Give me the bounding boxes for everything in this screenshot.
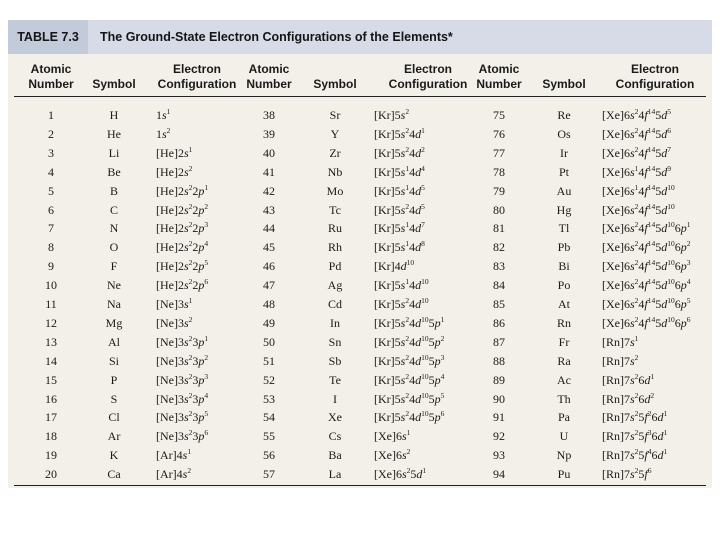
- element-symbol-cell: Po: [557, 278, 571, 293]
- atomic-number-cell: 91: [493, 410, 505, 425]
- electron-configuration-cell: $[Kr]5s^24d^{10}5p^5$: [374, 390, 445, 406]
- element-symbol-cell: He: [107, 126, 121, 141]
- atomic-number-cell: 45: [263, 240, 275, 255]
- electron-configuration-cell: $[He]2s^22p^3$: [156, 220, 209, 236]
- atomic-number-cell: 8: [48, 240, 54, 255]
- atomic-number-cell: 92: [493, 429, 505, 444]
- element-symbol-cell: Ag: [327, 278, 343, 293]
- atomic-number-cell: 20: [45, 467, 57, 482]
- header-atomic-number: Atomic Number: [246, 62, 292, 91]
- table-row: [8, 257, 712, 275]
- electron-configuration-cell: $[Kr]5s^14d^4$: [374, 163, 425, 179]
- electron-configuration-cell: $[Kr]5s^14d^{10}$: [374, 277, 429, 293]
- atomic-number-cell: 49: [263, 315, 275, 330]
- element-symbol-cell: Cl: [108, 410, 120, 425]
- element-symbol-cell: K: [109, 448, 119, 463]
- element-symbol-cell: H: [109, 108, 119, 122]
- header-atomic-number: Atomic Number: [476, 62, 522, 91]
- element-symbol-cell: Xe: [328, 410, 342, 425]
- electron-configuration-cell: $[Rn]7s^25f^6$: [602, 466, 652, 482]
- electron-configuration-cell: $[He]2s^2$: [156, 163, 193, 179]
- electron-configuration-cell: $[Ne]3s^23p^1$: [156, 333, 209, 349]
- electron-configuration-cell: $[He]2s^1$: [156, 144, 193, 160]
- atomic-number-cell: 13: [45, 334, 57, 349]
- element-symbol-cell: La: [328, 467, 342, 482]
- atomic-number-cell: 11: [45, 297, 57, 311]
- element-symbol-cell: Si: [108, 353, 119, 368]
- atomic-number-cell: 89: [493, 372, 505, 387]
- table-row: [8, 295, 712, 313]
- element-symbol-cell: Nb: [327, 164, 343, 179]
- atomic-number-cell: 54: [263, 410, 275, 425]
- atomic-number-cell: 7: [48, 221, 54, 236]
- electron-configuration-cell: $[Xe]6s^14f^{14}5d^9$: [602, 163, 671, 179]
- element-symbol-cell: Cd: [327, 297, 342, 311]
- electron-configuration-cell: $[He]2s^22p^2$: [156, 201, 209, 217]
- element-symbol-cell: Sn: [328, 334, 342, 349]
- electron-configuration-cell: $[Xe]6s^24f^{14}5d^6$: [602, 125, 671, 141]
- atomic-number-cell: 82: [493, 240, 505, 255]
- electron-configuration-cell: $[Xe]6s^24f^{14}5d^{10}6p^4$: [602, 277, 691, 293]
- table-row: [8, 276, 712, 294]
- atomic-number-cell: 83: [493, 259, 505, 274]
- electron-configuration-cell: $[Rn]7s^25f^26d^1$: [602, 409, 668, 425]
- element-symbol-cell: S: [110, 391, 118, 406]
- element-symbol-cell: Ru: [327, 221, 342, 236]
- element-symbol-cell: Np: [556, 448, 572, 463]
- element-symbol-cell: Th: [557, 391, 571, 406]
- electron-configuration-cell: $[Kr]5s^14d^8$: [374, 239, 425, 255]
- element-symbol-cell: Pd: [328, 259, 342, 274]
- electron-configuration-cell: $[Kr]5s^2$: [374, 107, 410, 122]
- electron-configuration-cell: $1s^2$: [156, 125, 171, 141]
- element-symbol-cell: C: [109, 202, 118, 217]
- electron-configuration-cell: $[Kr]5s^24d^{10}$: [374, 296, 429, 311]
- table-row: [8, 427, 712, 445]
- electron-configuration-cell: $[Ne]3s^2$: [156, 314, 193, 330]
- electron-configuration-cell: $[He]2s^22p^4$: [156, 239, 209, 255]
- element-symbol-cell: Pt: [558, 164, 569, 179]
- electron-configuration-cell: $[Kr]5s^14d^7$: [374, 220, 425, 236]
- header-electron-configuration: Electron Configuration: [615, 62, 695, 91]
- atomic-number-cell: 17: [45, 410, 57, 425]
- atomic-number-cell: 77: [493, 145, 505, 160]
- electron-configuration-cell: $[Xe]6s^2$: [374, 447, 411, 463]
- atomic-number-cell: 90: [493, 391, 505, 406]
- electron-configuration-cell: $[Xe]6s^24f^{14}5d^5$: [602, 107, 671, 122]
- table-row: [8, 465, 712, 483]
- element-symbol-cell: F: [110, 259, 118, 274]
- electron-configuration-cell: $[Xe]6s^1$: [374, 428, 411, 444]
- atomic-number-cell: 43: [263, 202, 275, 217]
- atomic-number-cell: 81: [493, 221, 505, 236]
- element-symbol-cell: Y: [330, 126, 340, 141]
- table-row: [8, 333, 712, 351]
- electron-configuration-cell: $[Xe]6s^24f^{14}5d^{10}6p^2$: [602, 239, 691, 255]
- element-symbol-cell: U: [559, 429, 569, 444]
- element-symbol-cell: Mg: [105, 315, 123, 330]
- element-symbol-cell: P: [110, 372, 118, 387]
- element-symbol-cell: Tl: [558, 221, 570, 236]
- electron-configuration-cell: $[Kr]5s^24d^{10}5p^2$: [374, 333, 445, 349]
- atomic-number-cell: 10: [45, 278, 57, 293]
- table-row: [8, 106, 712, 124]
- element-symbol-cell: Be: [107, 164, 121, 179]
- atomic-number-cell: 78: [493, 164, 505, 179]
- atomic-number-cell: 53: [263, 391, 275, 406]
- electron-configuration-cell: $[Kr]5s^24d^1$: [374, 125, 425, 141]
- table-row: [8, 352, 712, 370]
- element-symbol-cell: Li: [108, 145, 120, 160]
- electron-configuration-cell: $[Ne]3s^23p^4$: [156, 390, 209, 406]
- element-symbol-cell: Sr: [329, 108, 341, 122]
- atomic-number-cell: 57: [263, 467, 275, 482]
- atomic-number-cell: 42: [263, 183, 275, 198]
- table-row: [8, 314, 712, 332]
- element-symbol-cell: Os: [557, 126, 571, 141]
- electron-configuration-cell: $[Xe]6s^24f^{14}5d^{10}$: [602, 201, 675, 217]
- atomic-number-cell: 75: [493, 108, 505, 122]
- atomic-number-cell: 6: [48, 202, 54, 217]
- atomic-number-cell: 56: [263, 448, 275, 463]
- electron-configuration-cell: $[Kr]5s^24d^{10}5p^1$: [374, 314, 445, 330]
- element-symbol-cell: Rn: [556, 315, 571, 330]
- electron-configuration-cell: $[Rn]7s^25f^46d^1$: [602, 447, 668, 463]
- element-symbol-cell: Tc: [329, 202, 341, 217]
- header-symbol: Symbol: [92, 77, 136, 91]
- atomic-number-cell: 16: [45, 391, 57, 406]
- table-header-bar: [8, 20, 712, 54]
- electron-configuration-cell: $[Kr]5s^24d^{10}5p^4$: [374, 371, 445, 387]
- table-row: [8, 125, 712, 143]
- electron-configuration-cell: $[Kr]5s^24d^{10}5p^6$: [374, 409, 445, 425]
- table-row: [8, 144, 712, 162]
- atomic-number-cell: 88: [493, 353, 505, 368]
- atomic-number-cell: 44: [263, 221, 275, 236]
- table-row: [8, 182, 712, 200]
- header-electron-configuration: Electron Configuration: [157, 62, 237, 91]
- electron-configuration-cell: $[Kr]5s^24d^{10}5p^3$: [374, 352, 445, 368]
- electron-configuration-cell: $1s^1$: [156, 107, 171, 122]
- element-symbol-cell: In: [330, 315, 340, 330]
- element-symbol-cell: Hg: [556, 202, 572, 217]
- electron-configuration-cell: $[Ar]4s^2$: [156, 466, 192, 482]
- electron-configuration-cell: $[Rn]7s^25f^36d^1$: [602, 428, 668, 444]
- atomic-number-cell: 46: [263, 259, 275, 274]
- table-row: [8, 408, 712, 426]
- element-symbol-cell: Ra: [557, 353, 571, 368]
- atomic-number-cell: 47: [263, 278, 275, 293]
- electron-configuration-cell: $[He]2s^22p^6$: [156, 277, 209, 293]
- atomic-number-cell: 14: [45, 353, 57, 368]
- header-symbol: Symbol: [542, 77, 586, 91]
- atomic-number-cell: 15: [45, 372, 57, 387]
- atomic-number-cell: 39: [263, 126, 275, 141]
- element-symbol-cell: Ir: [560, 145, 568, 160]
- electron-configuration-cell: $[Kr]4d^{10}$: [374, 258, 415, 274]
- element-symbol-cell: Pb: [557, 240, 571, 255]
- element-symbol-cell: Mo: [326, 183, 344, 198]
- electron-configuration-cell: $[Ne]3s^1$: [156, 296, 193, 311]
- atomic-number-cell: 93: [493, 448, 505, 463]
- electron-configuration-cell: $[Xe]6s^24f^{14}5d^{10}6p^3$: [602, 258, 691, 274]
- element-symbol-cell: Bi: [558, 259, 570, 274]
- footer-rule: [14, 485, 706, 486]
- element-symbol-cell: Pa: [558, 410, 570, 425]
- table-title: The Ground-State Electron Configurations of the Elements*: [100, 30, 453, 44]
- atomic-number-cell: 38: [263, 108, 275, 122]
- header-atomic-number: Atomic Number: [28, 62, 74, 91]
- atomic-number-cell: 52: [263, 372, 275, 387]
- element-symbol-cell: Ba: [328, 448, 342, 463]
- atomic-number-cell: 84: [493, 278, 505, 293]
- electron-configuration-cell: $[Kr]5s^24d^2$: [374, 144, 425, 160]
- element-symbol-cell: N: [109, 221, 119, 236]
- electron-configuration-cell: $[Rn]7s^1$: [602, 333, 639, 349]
- electron-configuration-cell: $[He]2s^22p^5$: [156, 258, 209, 274]
- table-row: [8, 390, 712, 408]
- electron-configuration-cell: $[Rn]7s^26d^1$: [602, 371, 655, 387]
- atomic-number-cell: 86: [493, 315, 505, 330]
- element-symbol-cell: Te: [329, 372, 341, 387]
- element-symbol-cell: At: [558, 297, 570, 311]
- electron-configuration-cell: $[Ne]3s^23p^6$: [156, 428, 209, 444]
- element-symbol-cell: Ar: [107, 429, 121, 444]
- electron-configuration-cell: $[He]2s^22p^1$: [156, 182, 209, 198]
- atomic-number-cell: 18: [45, 429, 57, 444]
- configuration-table: [8, 20, 712, 488]
- table-row: [8, 201, 712, 219]
- header-electron-configuration: Electron Configuration: [388, 62, 468, 91]
- atomic-number-cell: 76: [493, 126, 505, 141]
- element-symbol-cell: Al: [108, 334, 120, 349]
- atomic-number-cell: 2: [48, 126, 54, 141]
- atomic-number-cell: 55: [263, 429, 275, 444]
- atomic-number-cell: 48: [263, 297, 275, 311]
- element-symbol-cell: Ne: [107, 278, 121, 293]
- table-row: [8, 163, 712, 181]
- electron-configuration-cell: $[Xe]6s^14f^{14}5d^{10}$: [602, 182, 675, 198]
- element-symbol-cell: Ca: [107, 467, 121, 482]
- element-symbol-cell: Fr: [558, 334, 570, 349]
- column-headers: [8, 62, 712, 94]
- atomic-number-cell: 19: [45, 448, 57, 463]
- electron-configuration-cell: $[Ne]3s^23p^2$: [156, 352, 209, 368]
- electron-configuration-cell: $[Kr]5s^14d^5$: [374, 182, 425, 198]
- atomic-number-cell: 80: [493, 202, 505, 217]
- atomic-number-cell: 41: [263, 164, 275, 179]
- atomic-number-cell: 94: [493, 467, 505, 482]
- element-symbol-cell: Pu: [557, 467, 571, 482]
- element-symbol-cell: Ac: [557, 372, 571, 387]
- atomic-number-cell: 5: [48, 183, 54, 198]
- atomic-number-cell: 3: [48, 145, 54, 160]
- table-label: TABLE 7.3: [8, 20, 88, 54]
- atomic-number-cell: 50: [263, 334, 275, 349]
- element-symbol-cell: Sb: [328, 353, 342, 368]
- atomic-number-cell: 4: [48, 164, 54, 179]
- electron-configuration-cell: $[Ne]3s^23p^3$: [156, 371, 209, 387]
- electron-configuration-cell: $[Kr]5s^24d^5$: [374, 201, 425, 217]
- electron-configuration-cell: $[Ar]4s^1$: [156, 447, 192, 463]
- atomic-number-cell: 1: [48, 108, 54, 122]
- electron-configuration-cell: $[Xe]6s^25d^1$: [374, 466, 427, 482]
- element-symbol-cell: B: [109, 183, 118, 198]
- electron-configuration-cell: $[Xe]6s^24f^{14}5d^{10}6p^1$: [602, 220, 691, 236]
- electron-configuration-cell: $[Ne]3s^23p^5$: [156, 409, 209, 425]
- element-symbol-cell: Rh: [327, 240, 342, 255]
- element-symbol-cell: Na: [107, 297, 121, 311]
- element-symbol-cell: O: [109, 240, 119, 255]
- electron-configuration-cell: $[Xe]6s^24f^{14}5d^{10}6p^5$: [602, 296, 691, 311]
- atomic-number-cell: 12: [45, 315, 57, 330]
- electron-configuration-cell: $[Xe]6s^24f^{14}5d^{10}6p^6$: [602, 314, 691, 330]
- atomic-number-cell: 87: [493, 334, 505, 349]
- element-symbol-cell: I: [333, 391, 337, 406]
- atomic-number-cell: 51: [263, 353, 275, 368]
- electron-configuration-cell: $[Rn]7s^26d^2$: [602, 390, 655, 406]
- element-symbol-cell: Zr: [329, 145, 341, 160]
- table-row: [8, 446, 712, 464]
- atomic-number-cell: 9: [48, 259, 54, 274]
- atomic-number-cell: 85: [493, 297, 505, 311]
- atomic-number-cell: 79: [493, 183, 505, 198]
- element-symbol-cell: Re: [557, 108, 571, 122]
- table-row: [8, 238, 712, 256]
- table-row: [8, 219, 712, 237]
- header-symbol: Symbol: [313, 77, 357, 91]
- atomic-number-cell: 40: [263, 145, 275, 160]
- electron-configuration-cell: $[Xe]6s^24f^{14}5d^7$: [602, 144, 671, 160]
- header-rule: [14, 96, 706, 97]
- table-row: [8, 371, 712, 389]
- element-symbol-cell: Cs: [328, 429, 342, 444]
- electron-configuration-cell: $[Rn]7s^2$: [602, 352, 639, 368]
- element-symbol-cell: Au: [556, 183, 572, 198]
